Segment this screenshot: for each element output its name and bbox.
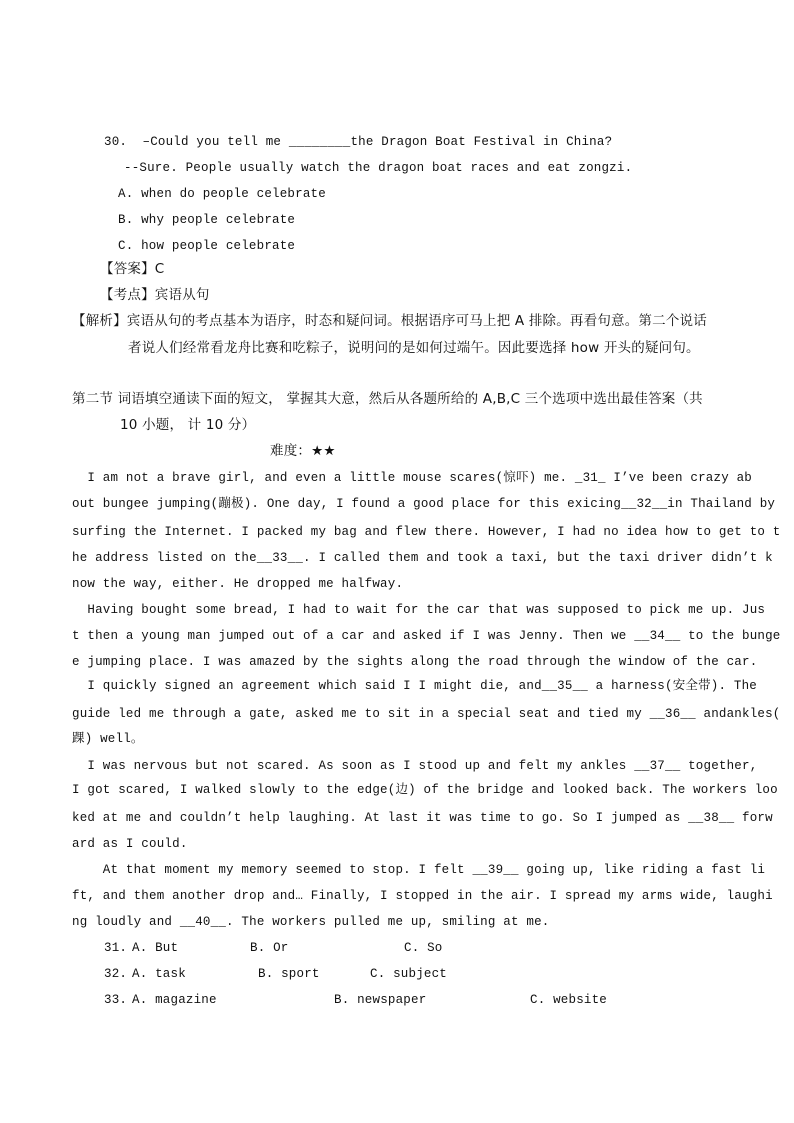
q30-analysis-line-2: 者说人们经常看龙舟比赛和吃粽子，说明问的是如何过端午。因此要选择 how 开头的疑问句。 bbox=[128, 340, 700, 356]
passage-line: t then a young man jumped out of a car and asked if I was Jenny. Then we __34__ to the bunge bbox=[72, 629, 781, 643]
q30-option-c: C. how people celebrate bbox=[118, 239, 296, 253]
passage-line: e jumping place. I was amazed by the sights along the road through the window of the car. bbox=[72, 655, 758, 669]
q30-question: 30. –Could you tell me ________the Dragon Boat Festival in China? bbox=[104, 135, 613, 149]
q30-answer: 【答案】C bbox=[100, 261, 165, 277]
choice-option-a: A. But bbox=[132, 941, 179, 955]
passage-line: I am not a brave girl, and even a little mouse scares(惊吓) me. _31_ I’ve been crazy ab bbox=[72, 471, 753, 485]
passage-line: guide led me through a gate, asked me to sit in a special seat and tied my __36__ andankles( bbox=[72, 707, 781, 721]
passage-line: I quickly signed an agreement which said I I might die, and__35__ a harness(安全带). The bbox=[72, 679, 758, 693]
q30-kaodian: 【考点】宾语从句 bbox=[100, 287, 210, 303]
passage-line: ard as I could. bbox=[72, 837, 188, 851]
section-title-line-2: 10 小题， 计 10 分） bbox=[120, 417, 256, 433]
passage-line: ft, and them another drop and… Finally, I stopped in the air. I spread my arms wide, laughi bbox=[72, 889, 773, 903]
choice-option-c: C. subject bbox=[370, 967, 448, 981]
choice-option-a: A. magazine bbox=[132, 993, 217, 1007]
q30-option-a: A. when do people celebrate bbox=[118, 187, 326, 201]
q30-option-b: B. why people celebrate bbox=[118, 213, 296, 227]
choice-number: 32. bbox=[104, 967, 128, 981]
choice-option-b: B. newspaper bbox=[334, 993, 427, 1007]
choice-number: 33. bbox=[104, 993, 128, 1007]
difficulty-rating: 难度：★★ bbox=[270, 443, 336, 459]
choice-option-a: A. task bbox=[132, 967, 186, 981]
choice-option-b: B. sport bbox=[258, 967, 320, 981]
section-title-line-1: 第二节 词语填空通读下面的短文， 掌握其大意，然后从各题所给的 A,B,C 三个选项中选出最佳答案（共 bbox=[72, 391, 703, 407]
passage-line: surfing the Internet. I packed my bag and flew there. However, I had no idea how to get to t bbox=[72, 525, 781, 539]
passage-line: I got scared, I walked slowly to the edge(边) of the bridge and looked back. The workers loo bbox=[72, 783, 778, 797]
choice-number: 31. bbox=[104, 941, 128, 955]
q30-reply: --Sure. People usually watch the dragon boat races and eat zongzi. bbox=[124, 161, 633, 175]
choice-option-b: B. Or bbox=[250, 941, 289, 955]
passage-line: out bungee jumping(蹦极). One day, I found a good place for this exicing__32__in Thailand by bbox=[72, 497, 776, 511]
q30-analysis-line-1: 【解析】宾语从句的考点基本为语序，时态和疑问词。根据语序可马上把 A 排除。再看句意。第二个说话 bbox=[72, 313, 707, 329]
passage-line: 踝) well。 bbox=[72, 732, 144, 746]
passage-line: At that moment my memory seemed to stop. I felt __39__ going up, like riding a fast li bbox=[72, 863, 766, 877]
passage-line: ng loudly and __40__. The workers pulled me up, smiling at me. bbox=[72, 915, 550, 929]
passage-line: I was nervous but not scared. As soon as I stood up and felt my ankles __37__ together, bbox=[72, 759, 758, 773]
choice-option-c: C. website bbox=[530, 993, 608, 1007]
passage-line: now the way, either. He dropped me halfway. bbox=[72, 577, 404, 591]
passage-line: he address listed on the__33__. I called them and took a taxi, but the taxi driver didn’t k bbox=[72, 551, 773, 565]
choice-option-c: C. So bbox=[404, 941, 443, 955]
passage-line: Having bought some bread, I had to wait for the car that was supposed to pick me up. Jus bbox=[72, 603, 766, 617]
passage-line: ked at me and couldn’t help laughing. At last it was time to go. So I jumped as __38__ forw bbox=[72, 811, 773, 825]
